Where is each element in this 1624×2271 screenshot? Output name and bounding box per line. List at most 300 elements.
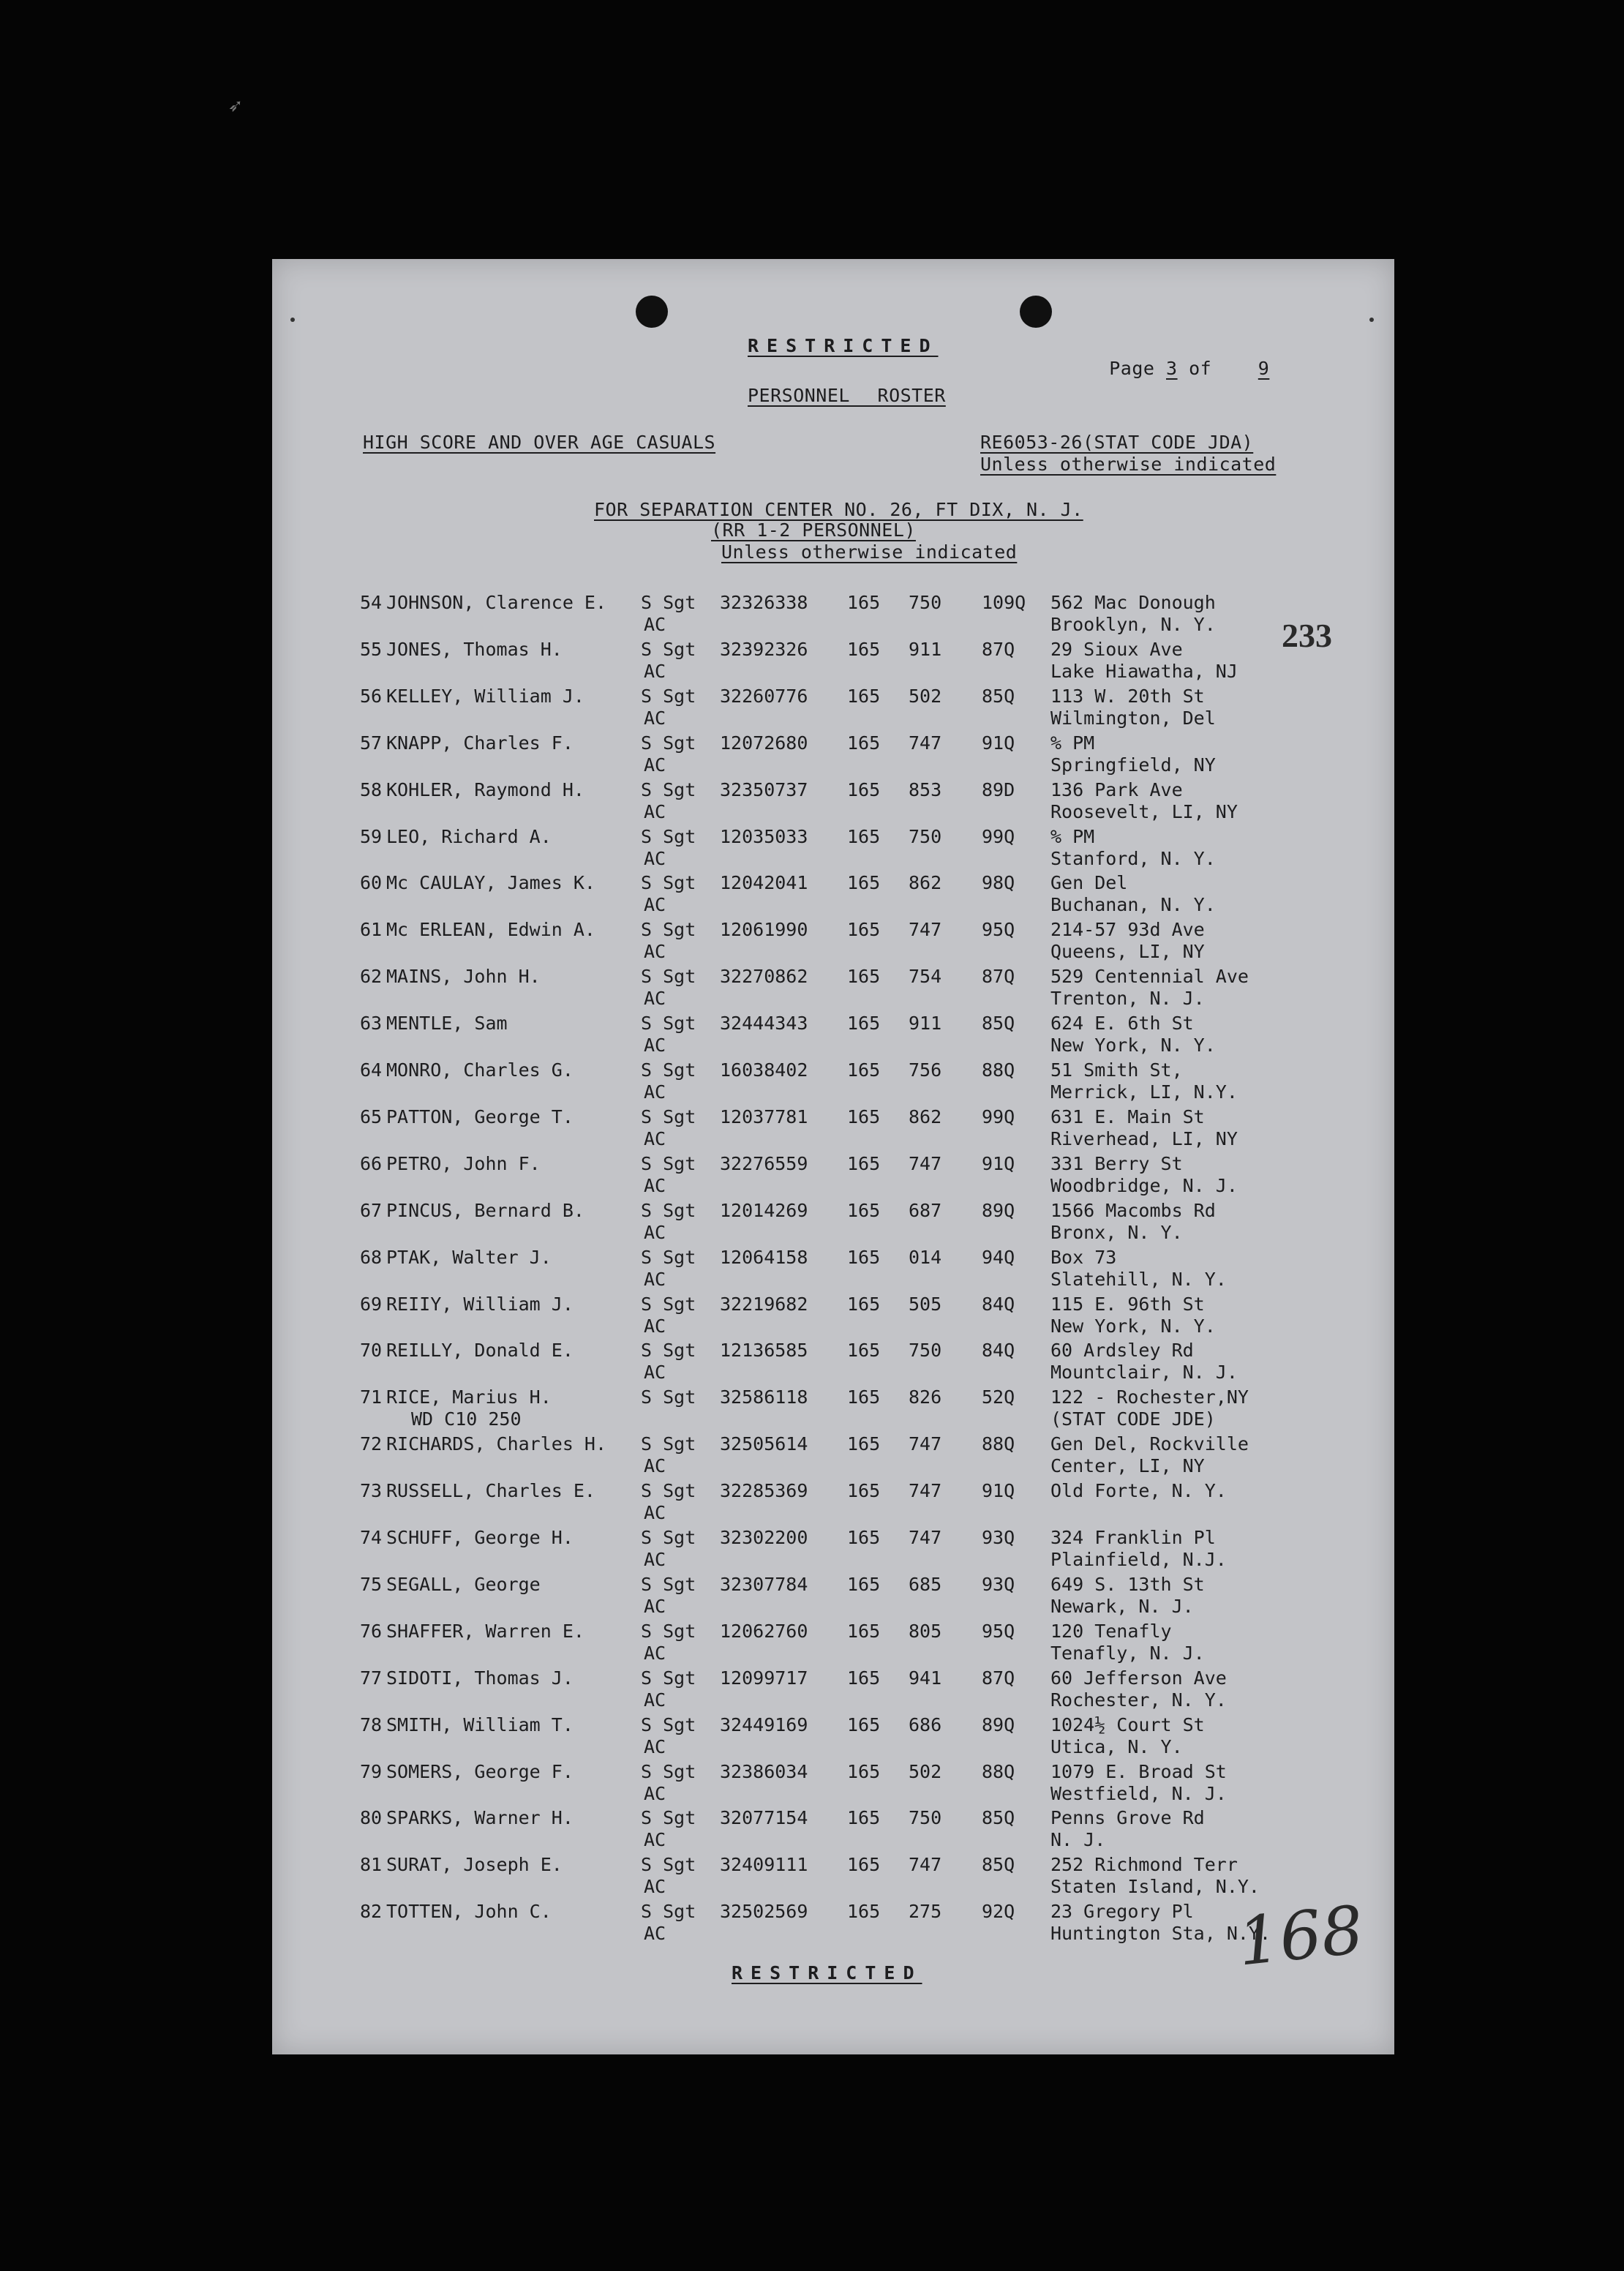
cell-addr2: Newark, N. J.: [1050, 1595, 1194, 1617]
cell-name: MENTLE, Sam: [386, 1013, 508, 1035]
cell-branch: AC: [644, 1923, 666, 1945]
cell-serial: 32449169: [720, 1713, 808, 1735]
cell-branch: AC: [644, 1595, 666, 1617]
cell-c2: 911: [909, 1013, 942, 1035]
cell-branch: AC: [644, 707, 666, 729]
cell-no: 56: [360, 685, 383, 707]
cell-serial: 12099717: [720, 1667, 808, 1689]
cell-c1: 165: [847, 778, 881, 800]
cell-c2: 862: [909, 1106, 942, 1127]
cell-serial: 12014269: [720, 1199, 808, 1221]
cell-c3: 88Q: [982, 1760, 1015, 1782]
cell-branch: AC: [644, 1502, 666, 1524]
cell-no: 71: [360, 1386, 383, 1408]
cell-addr2: Tenafly, N. J.: [1050, 1642, 1205, 1664]
cell-c1: 165: [847, 966, 881, 988]
cell-c3: 88Q: [982, 1059, 1015, 1081]
cell-c3: 98Q: [982, 872, 1015, 894]
cell-addr2: Lake Hiawatha, NJ: [1050, 660, 1238, 682]
cell-addr2: Buchanan, N. Y.: [1050, 894, 1216, 916]
cell-name: PATTON, George T.: [386, 1106, 574, 1127]
cell-addr1: % PM: [1050, 732, 1095, 754]
cell-c1: 165: [847, 1760, 881, 1782]
cell-rank: S Sgt: [641, 1386, 696, 1408]
cell-serial: 32502569: [720, 1901, 808, 1923]
cell-c2: 941: [909, 1667, 942, 1689]
cell-c2: 685: [909, 1573, 942, 1595]
cell-branch: AC: [644, 1127, 666, 1149]
cell-addr1: 562 Mac Donough: [1050, 592, 1216, 613]
cell-c2: 014: [909, 1246, 942, 1268]
cell-serial: 12062760: [720, 1620, 808, 1642]
cell-c2: 505: [909, 1293, 942, 1315]
cell-c3: 95Q: [982, 1620, 1015, 1642]
cell-rank: S Sgt: [641, 919, 696, 941]
cell-branch: AC: [644, 1829, 666, 1851]
cell-addr2: Center, LI, NY: [1050, 1455, 1205, 1477]
cell-addr1: 252 Richmond Terr: [1050, 1854, 1238, 1876]
cell-c1: 165: [847, 1527, 881, 1548]
cell-branch: AC: [644, 1362, 666, 1384]
cell-serial: 12035033: [720, 825, 808, 847]
cell-branch: AC: [644, 1642, 666, 1664]
separation-center-line: FOR SEPARATION CENTER NO. 26, FT DIX, N. J.: [594, 499, 1083, 520]
cell-addr1: Gen Del: [1050, 872, 1128, 894]
cell-c3: 91Q: [982, 1152, 1015, 1174]
cell-addr2: New York, N. Y.: [1050, 1035, 1216, 1056]
cell-serial: 32409111: [720, 1854, 808, 1876]
cell-no: 67: [360, 1199, 383, 1221]
cell-c3: 99Q: [982, 1106, 1015, 1127]
cell-name: KOHLER, Raymond H.: [386, 778, 584, 800]
cell-name: REIIY, William J.: [386, 1293, 574, 1315]
page-label: Page: [1109, 358, 1155, 379]
punch-hole-right: [1020, 296, 1052, 328]
cell-c1: 165: [847, 592, 881, 613]
cell-rank: S Sgt: [641, 1433, 696, 1455]
cell-no: 72: [360, 1433, 383, 1455]
cell-name: SIDOTI, Thomas J.: [386, 1667, 574, 1689]
cell-rank: S Sgt: [641, 685, 696, 707]
cell-addr2: Plainfield, N.J.: [1050, 1549, 1227, 1570]
cell-serial: 12136585: [720, 1340, 808, 1362]
cell-addr2: Springfield, NY: [1050, 754, 1216, 776]
cell-c1: 165: [847, 1573, 881, 1595]
cell-c3: 91Q: [982, 1480, 1015, 1502]
cell-addr1: 115 E. 96th St: [1050, 1293, 1205, 1315]
cell-c2: 502: [909, 1760, 942, 1782]
cell-branch: AC: [644, 614, 666, 635]
cell-addr1: Gen Del, Rockville: [1050, 1433, 1249, 1455]
cell-c3: 88Q: [982, 1433, 1015, 1455]
cell-no: 63: [360, 1013, 383, 1035]
cell-rank: S Sgt: [641, 825, 696, 847]
roster-title: PERSONNEL ROSTER: [748, 385, 946, 406]
cell-c2: 754: [909, 966, 942, 988]
cell-c3: 94Q: [982, 1246, 1015, 1268]
cell-c3: 93Q: [982, 1573, 1015, 1595]
cell-rank: S Sgt: [641, 1246, 696, 1268]
personnel-class-line: (RR 1-2 PERSONNEL): [711, 519, 916, 541]
cell-serial: 32270862: [720, 966, 808, 988]
footer-restricted: RESTRICTED: [732, 1962, 922, 1983]
cell-addr2: N. J.: [1050, 1829, 1106, 1851]
cell-c2: 747: [909, 1854, 942, 1876]
cell-c1: 165: [847, 1854, 881, 1876]
cell-rank: S Sgt: [641, 1901, 696, 1923]
cell-rank: S Sgt: [641, 1573, 696, 1595]
cell-branch: AC: [644, 1081, 666, 1103]
cell-no: 61: [360, 919, 383, 941]
cell-no: 81: [360, 1854, 383, 1876]
cell-c2: 750: [909, 1807, 942, 1829]
cell-addr1: 214-57 93d Ave: [1050, 919, 1205, 941]
cell-rank: S Sgt: [641, 638, 696, 660]
cell-addr1: 624 E. 6th St: [1050, 1013, 1194, 1035]
cell-c3: 87Q: [982, 638, 1015, 660]
cell-c2: 862: [909, 872, 942, 894]
cell-name: LEO, Richard A.: [386, 825, 552, 847]
cell-name: PINCUS, Bernard B.: [386, 1199, 584, 1221]
cell-rank: S Sgt: [641, 1807, 696, 1829]
cell-addr1: % PM: [1050, 825, 1095, 847]
cell-addr2: Westfield, N. J.: [1050, 1782, 1227, 1804]
cell-c2: 502: [909, 685, 942, 707]
cell-c2: 686: [909, 1713, 942, 1735]
cell-rank: S Sgt: [641, 1620, 696, 1642]
cell-c3: 87Q: [982, 1667, 1015, 1689]
cell-c1: 165: [847, 1713, 881, 1735]
cell-branch: AC: [644, 660, 666, 682]
cell-no: 55: [360, 638, 383, 660]
cell-addr1: 324 Franklin Pl: [1050, 1527, 1216, 1548]
cell-no: 59: [360, 825, 383, 847]
cell-addr2: Roosevelt, LI, NY: [1050, 800, 1238, 822]
cell-rank: S Sgt: [641, 1527, 696, 1548]
cell-serial: 32077154: [720, 1807, 808, 1829]
header-restricted: RESTRICTED: [748, 335, 939, 356]
cell-c3: 89Q: [982, 1713, 1015, 1735]
cell-name: KELLEY, William J.: [386, 685, 584, 707]
cell-addr2: Queens, LI, NY: [1050, 941, 1205, 963]
cell-name: REILLY, Donald E.: [386, 1340, 574, 1362]
cell-name: JONES, Thomas H.: [386, 638, 563, 660]
cell-c1: 165: [847, 1480, 881, 1502]
unless-indicated-line: Unless otherwise indicated: [721, 541, 1018, 563]
cell-addr2: Staten Island, N.Y.: [1050, 1876, 1260, 1898]
cell-serial: 32219682: [720, 1293, 808, 1315]
cell-serial: 32386034: [720, 1760, 808, 1782]
cell-c3: 85Q: [982, 1854, 1015, 1876]
cell-c3: 84Q: [982, 1293, 1015, 1315]
cell-addr1: 649 S. 13th St: [1050, 1573, 1205, 1595]
cell-branch: AC: [644, 1782, 666, 1804]
cell-rank: S Sgt: [641, 1340, 696, 1362]
cell-addr1: 631 E. Main St: [1050, 1106, 1205, 1127]
cell-rank: S Sgt: [641, 1480, 696, 1502]
cell-addr2: Bronx, N. Y.: [1050, 1221, 1183, 1243]
stamp-number: 233: [1282, 617, 1332, 654]
cell-branch: AC: [644, 894, 666, 916]
cell-c3: 92Q: [982, 1901, 1015, 1923]
cell-no: 69: [360, 1293, 383, 1315]
cell-name: SHAFFER, Warren E.: [386, 1620, 584, 1642]
cell-no: 79: [360, 1760, 383, 1782]
cell-addr1: 1024½ Court St: [1050, 1713, 1205, 1735]
cell-c3: 85Q: [982, 1807, 1015, 1829]
cell-name: Mc ERLEAN, Edwin A.: [386, 919, 595, 941]
cell-addr2: Utica, N. Y.: [1050, 1735, 1183, 1757]
roster-left-title: HIGH SCORE AND OVER AGE CASUALS: [363, 432, 716, 453]
cell-serial: 32586118: [720, 1386, 808, 1408]
cell-rank: S Sgt: [641, 592, 696, 613]
cell-no: 68: [360, 1246, 383, 1268]
cell-c2: 750: [909, 1340, 942, 1362]
cell-branch: AC: [644, 1455, 666, 1477]
cell-serial: 32392326: [720, 638, 808, 660]
cell-c1: 165: [847, 732, 881, 754]
cell-c2: 805: [909, 1620, 942, 1642]
cell-addr2: Huntington Sta, N.Y.: [1050, 1923, 1271, 1945]
margin-dot-right: [1369, 318, 1374, 322]
cell-c3: 99Q: [982, 825, 1015, 847]
cell-c3: 84Q: [982, 1340, 1015, 1362]
cell-name: Mc CAULAY, James K.: [386, 872, 595, 894]
cell-c3: 87Q: [982, 966, 1015, 988]
cell-name: MONRO, Charles G.: [386, 1059, 574, 1081]
cell-c1: 165: [847, 1152, 881, 1174]
cell-c2: 747: [909, 1433, 942, 1455]
cell-addr2: Riverhead, LI, NY: [1050, 1127, 1238, 1149]
cell-no: 60: [360, 872, 383, 894]
cell-c2: 911: [909, 638, 942, 660]
cell-name: PETRO, John F.: [386, 1152, 541, 1174]
cell-no: 73: [360, 1480, 383, 1502]
cell-c1: 165: [847, 638, 881, 660]
punch-hole-left: [636, 296, 668, 328]
cell-serial: 32285369: [720, 1480, 808, 1502]
cell-name: SURAT, Joseph E.: [386, 1854, 563, 1876]
cell-name: RUSSELL, Charles E.: [386, 1480, 595, 1502]
cell-addr1: 136 Park Ave: [1050, 778, 1183, 800]
cell-branch: AC: [644, 1876, 666, 1898]
cell-addr1: 122 - Rochester,NY: [1050, 1386, 1249, 1408]
cell-name: RICE, Marius H.: [386, 1386, 552, 1408]
cell-addr2: Wilmington, Del: [1050, 707, 1216, 729]
cell-no: 54: [360, 592, 383, 613]
cell-c1: 165: [847, 919, 881, 941]
cell-branch: AC: [644, 1221, 666, 1243]
cell-c1: 165: [847, 1059, 881, 1081]
page-of: of: [1189, 358, 1212, 379]
cell-branch: AC: [644, 1035, 666, 1056]
cell-branch: AC: [644, 1735, 666, 1757]
cell-no: 64: [360, 1059, 383, 1081]
cell-c1: 165: [847, 825, 881, 847]
cell-rank: S Sgt: [641, 1059, 696, 1081]
cell-serial: 32276559: [720, 1152, 808, 1174]
cell-addr1: 1566 Macombs Rd: [1050, 1199, 1216, 1221]
cell-addr2: Trenton, N. J.: [1050, 988, 1205, 1010]
stat-code-sub: Unless otherwise indicated: [980, 454, 1277, 475]
cell-no: 82: [360, 1901, 383, 1923]
cell-name: KNAPP, Charles F.: [386, 732, 574, 754]
cell-addr2: Stanford, N. Y.: [1050, 847, 1216, 869]
cell-rank: S Sgt: [641, 872, 696, 894]
cell-rank: S Sgt: [641, 1106, 696, 1127]
cell-c2: 756: [909, 1059, 942, 1081]
cell-rank: S Sgt: [641, 1199, 696, 1221]
cell-no: 62: [360, 966, 383, 988]
cell-c1: 165: [847, 1199, 881, 1221]
cell-rank: S Sgt: [641, 1760, 696, 1782]
cell-serial: 16038402: [720, 1059, 808, 1081]
cell-addr1: 1079 E. Broad St: [1050, 1760, 1227, 1782]
cell-c2: 747: [909, 1527, 942, 1548]
cell-name: TOTTEN, John C.: [386, 1901, 552, 1923]
cell-no: 77: [360, 1667, 383, 1689]
cell-branch: AC: [644, 847, 666, 869]
cell-addr1: 120 Tenafly: [1050, 1620, 1172, 1642]
cell-serial: 32444343: [720, 1013, 808, 1035]
cell-addr1: Penns Grove Rd: [1050, 1807, 1205, 1829]
cell-c2: 826: [909, 1386, 942, 1408]
cell-name: RICHARDS, Charles H.: [386, 1433, 607, 1455]
cell-branch: AC: [644, 941, 666, 963]
stat-code-line: RE6053-26(STAT CODE JDA): [980, 432, 1254, 453]
margin-dot-left: [290, 318, 295, 322]
cell-c1: 165: [847, 1667, 881, 1689]
cell-name: SCHUFF, George H.: [386, 1527, 574, 1548]
cell-addr1: Old Forte, N. Y.: [1050, 1480, 1227, 1502]
cell-no: 57: [360, 732, 383, 754]
cell-addr1: 23 Gregory Pl: [1050, 1901, 1194, 1923]
cell-c2: 687: [909, 1199, 942, 1221]
cell-c1: 165: [847, 685, 881, 707]
cell-addr1: 29 Sioux Ave: [1050, 638, 1183, 660]
cell-c1: 165: [847, 1013, 881, 1035]
cell-rank: S Sgt: [641, 966, 696, 988]
cell-c3: 89Q: [982, 1199, 1015, 1221]
cell-serial: 32505614: [720, 1433, 808, 1455]
cell-no: 58: [360, 778, 383, 800]
page-total: 9: [1258, 358, 1270, 379]
cell-c2: 750: [909, 592, 942, 613]
cell-serial: 12072680: [720, 732, 808, 754]
cell-branch: AC: [644, 1174, 666, 1196]
cell-serial: 12064158: [720, 1246, 808, 1268]
cell-serial: 12061990: [720, 919, 808, 941]
cell-addr1: 113 W. 20th St: [1050, 685, 1205, 707]
cell-addr1: 529 Centennial Ave: [1050, 966, 1249, 988]
cell-name: SOMERS, George F.: [386, 1760, 574, 1782]
page-indicator: [1064, 337, 1290, 400]
cell-serial: 32260776: [720, 685, 808, 707]
cell-addr1: 331 Berry St: [1050, 1152, 1183, 1174]
cell-c3: 52Q: [982, 1386, 1015, 1408]
cell-addr1: 60 Jefferson Ave: [1050, 1667, 1227, 1689]
cell-addr2: New York, N. Y.: [1050, 1315, 1216, 1337]
cell-branch: AC: [644, 800, 666, 822]
cell-c1: 165: [847, 1246, 881, 1268]
cell-c1: 165: [847, 1386, 881, 1408]
cell-addr2: Brooklyn, N. Y.: [1050, 614, 1216, 635]
cell-branch: AC: [644, 1268, 666, 1290]
cell-addr1: Box 73: [1050, 1246, 1117, 1268]
cell-c1: 165: [847, 872, 881, 894]
cell-c3: 91Q: [982, 732, 1015, 754]
cell-c2: 747: [909, 1480, 942, 1502]
cell-name: SPARKS, Warner H.: [386, 1807, 574, 1829]
cell-serial: 32350737: [720, 778, 808, 800]
cell-no: 74: [360, 1527, 383, 1548]
cell-no: 76: [360, 1620, 383, 1642]
cell-branch: AC: [644, 1315, 666, 1337]
cell-addr2: Slatehill, N. Y.: [1050, 1268, 1227, 1290]
cell-name: SEGALL, George: [386, 1573, 541, 1595]
cell-c1: 165: [847, 1901, 881, 1923]
cell-addr1: 60 Ardsley Rd: [1050, 1340, 1194, 1362]
cell-name: PTAK, Walter J.: [386, 1246, 552, 1268]
cell-c1: 165: [847, 1620, 881, 1642]
cell-addr2: Woodbridge, N. J.: [1050, 1174, 1238, 1196]
cell-c2: 747: [909, 919, 942, 941]
cell-rank: S Sgt: [641, 1854, 696, 1876]
cell-addr2: Merrick, LI, N.Y.: [1050, 1081, 1238, 1103]
cell-no: 75: [360, 1573, 383, 1595]
cell-c1: 165: [847, 1106, 881, 1127]
cell-no: 80: [360, 1807, 383, 1829]
cell-c1: 165: [847, 1293, 881, 1315]
cell-rank: S Sgt: [641, 778, 696, 800]
cell-serial: 32307784: [720, 1573, 808, 1595]
document-page: [272, 259, 1394, 2054]
cell-branch: WD C10 250: [411, 1408, 522, 1430]
cell-c3: 95Q: [982, 919, 1015, 941]
cell-c3: 89D: [982, 778, 1015, 800]
cell-serial: 12037781: [720, 1106, 808, 1127]
cell-c3: 109Q: [982, 592, 1026, 613]
cell-rank: S Sgt: [641, 1013, 696, 1035]
cell-c1: 165: [847, 1433, 881, 1455]
cell-no: 66: [360, 1152, 383, 1174]
cell-c2: 747: [909, 732, 942, 754]
cell-branch: AC: [644, 1549, 666, 1570]
cell-name: SMITH, William T.: [386, 1713, 574, 1735]
cell-c1: 165: [847, 1340, 881, 1362]
cell-serial: 32302200: [720, 1527, 808, 1548]
cell-no: 70: [360, 1340, 383, 1362]
cell-c2: 750: [909, 825, 942, 847]
cell-c2: 853: [909, 778, 942, 800]
handwritten-number: 168: [1233, 1891, 1367, 1981]
cell-c2: 275: [909, 1901, 942, 1923]
cell-c3: 93Q: [982, 1527, 1015, 1548]
cell-serial: 32326338: [720, 592, 808, 613]
cell-serial: 12042041: [720, 872, 808, 894]
cell-branch: AC: [644, 988, 666, 1010]
cell-no: 78: [360, 1713, 383, 1735]
cell-branch: AC: [644, 754, 666, 776]
cell-name: JOHNSON, Clarence E.: [386, 592, 607, 613]
cell-rank: S Sgt: [641, 732, 696, 754]
cell-name: MAINS, John H.: [386, 966, 541, 988]
cell-addr2: Rochester, N. Y.: [1050, 1689, 1227, 1711]
cell-c3: 85Q: [982, 1013, 1015, 1035]
cell-branch: AC: [644, 1689, 666, 1711]
cell-rank: S Sgt: [641, 1152, 696, 1174]
cell-rank: S Sgt: [641, 1667, 696, 1689]
